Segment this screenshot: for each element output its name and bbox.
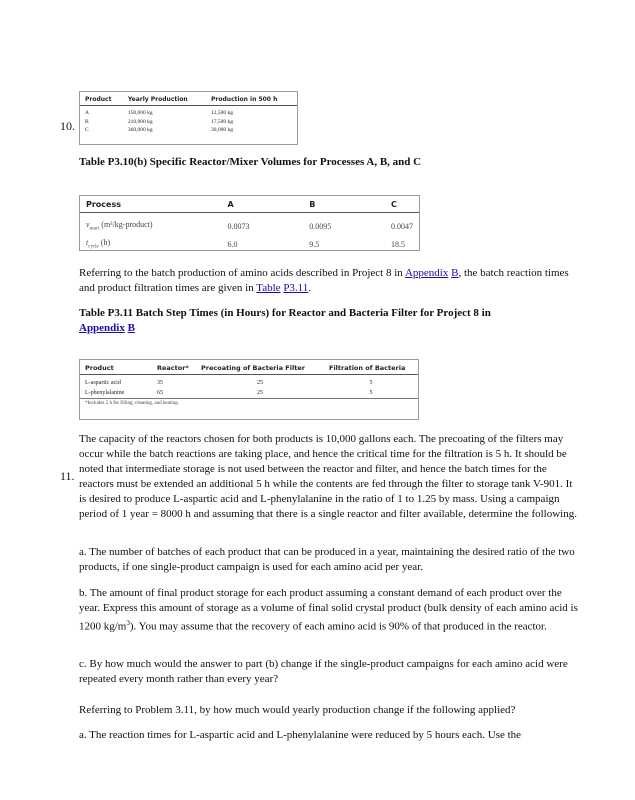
table-row: $t_{cycle}$ (h) 6.0 9.5 18.5	[86, 237, 405, 250]
table-row: A 150,000 kg 12,500 kg	[85, 110, 234, 116]
table-header: Precoating of Bacteria Filter	[196, 360, 324, 375]
problem-12-intro: Referring to Problem 3.11, by how much would yearly production change if the following applied?	[79, 704, 516, 716]
table-header: B	[303, 196, 385, 213]
problem-number-10: 10.	[60, 119, 75, 133]
table-footnote: *Includes 5 h for filling, cleaning, and heating.	[80, 399, 418, 411]
table-row: C 360,000 kg 30,000 kg	[85, 127, 234, 133]
table-row: B 210,000 kg 17,500 kg	[85, 118, 234, 125]
problem-number-11: 11.	[60, 469, 75, 483]
table-header: Product	[80, 360, 152, 375]
table-production	[79, 91, 298, 145]
problem-11-part-c: c. By how much would the answer to part (b) change if the single-product campaigns for each amino acid were repeated every month rather than every year?	[79, 658, 568, 685]
table-header: A	[222, 196, 304, 213]
table-header: C	[385, 196, 419, 213]
table-header: Reactor*	[152, 360, 196, 375]
table-caption-p3-11: Table P3.11 Batch Step Times (in Hours) for Reactor and Bacteria Filter for Project 8 in Appendix B	[79, 307, 491, 334]
appendix-link[interactable]: Appendix	[404, 267, 449, 279]
table-batch-step-times	[79, 359, 419, 420]
table-row: $v_{react}$ (m³/kg-product) 0.0073 0.0095 0.0047	[86, 220, 413, 232]
table-header: Yearly Production	[123, 92, 206, 106]
table-caption-p3-10b: Table P3.10(b) Specific Reactor/Mixer Volumes for Processes A, B, and C	[79, 156, 422, 168]
problem-11-part-a: a. The number of batches of each product that can be produced in a year, maintaining the desired ratio of the two products, if one single-product campaign is used for each amino acid per year.	[79, 546, 575, 573]
table-header: Process	[80, 196, 222, 213]
problem-11-part-b: b. The amount of final product storage for each product assuming a constant demand of each product over the year. Express this amount of storage as a volume of final solid crystal product (bulk density of each amino acid is 1200 $kg/m^3$). You may assume that the recovery of each amino acid is 90% of that produced in the reactor.	[79, 587, 578, 633]
table-header: Product	[80, 92, 123, 106]
table-link[interactable]: Table	[256, 282, 281, 294]
problem-12-part-a: a. The reaction times for L-aspartic acid and L-phenylalanine were reduced by 5 hours each. Use the	[79, 729, 522, 741]
table-header: Production in 500 h	[206, 92, 297, 106]
paragraph-referring: Referring to the batch production of amino acids described in Project 8 in Appendix B, the batch reaction times and product filtration times are given in Table P3.11.	[79, 267, 569, 294]
caption-appendix-link[interactable]: Appendix	[79, 322, 125, 334]
caption-appendix-b-link[interactable]: B	[127, 322, 135, 334]
problem-11-intro: The capacity of the reactors chosen for both products is 10,000 gallons each. The precoating of the filters may occur while the batch reactions are taking place, and hence the critical time for the filtration is 5 h. It should be noted that intermediate storage is not used between the reactor and filter, and hence the batch times for the reactors must be extended an additional 5 h while the contents are fed through the filter to storage tank V-901. It is desired to produce L-aspartic acid and L-phenylalanine in the ratio of 1 to 1.25 by mass. Using a campaign period of 1 year = 8000 h and assuming that there is a single reactor and filter available, determine the following.	[79, 433, 577, 520]
table-header: Filtration of Bacteria	[324, 360, 418, 375]
table-reactor-volumes	[79, 195, 420, 251]
appendix-b-link[interactable]: B	[451, 267, 459, 279]
table-row: L-phenylalanine 65 25 5	[85, 390, 373, 396]
table-row: L-aspartic acid 35 25 5	[85, 380, 373, 386]
table-p3-11-link[interactable]: P3.11	[283, 282, 309, 294]
